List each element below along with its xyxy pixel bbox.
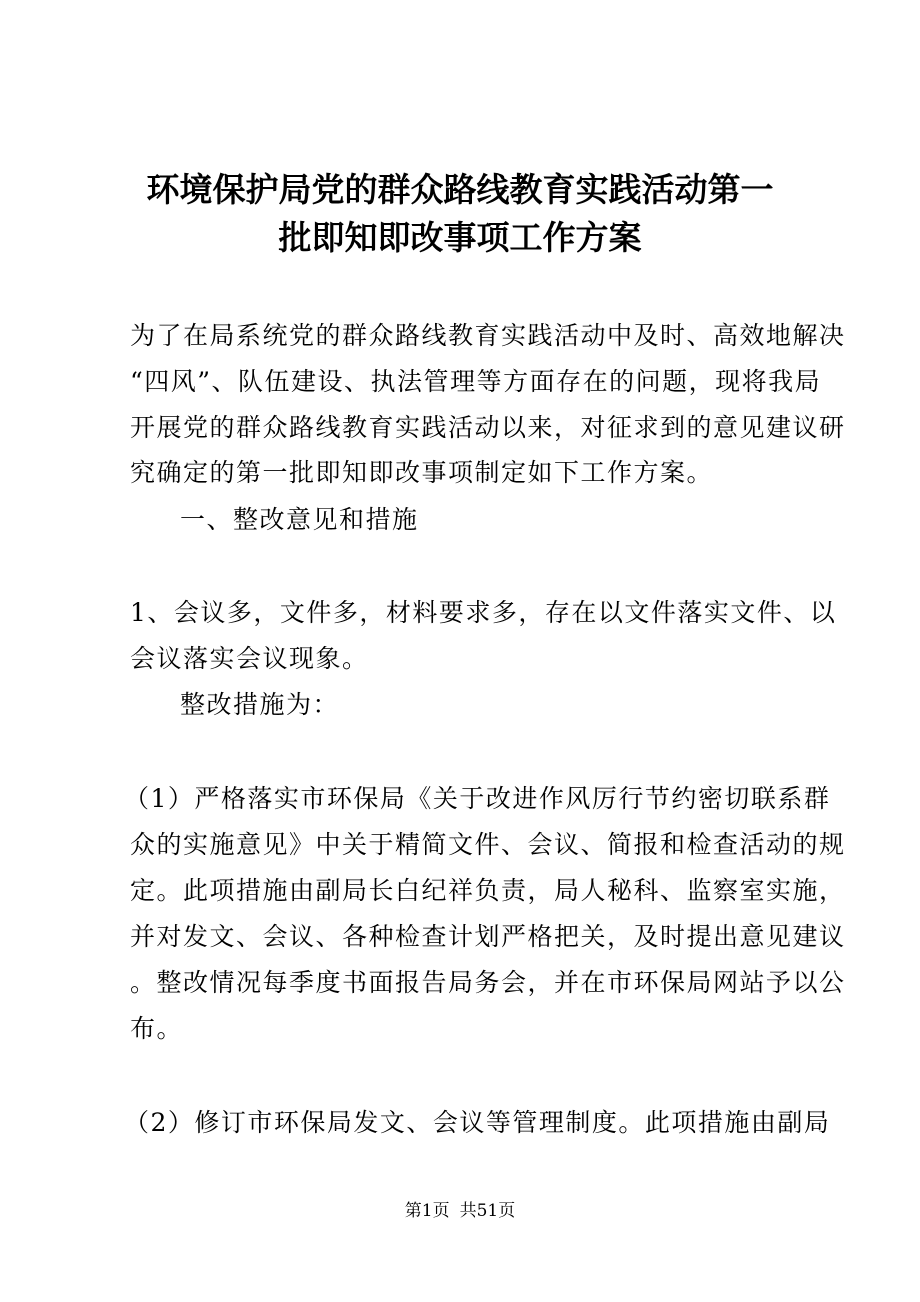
section-heading: 一、整改意见和措施 — [180, 505, 419, 534]
measure1-line-1: （1）严格落实市环保局《关于改进作风厉行节约密切联系群 — [124, 784, 831, 813]
item1-line-1: 1、会议多，文件多，材料要求多，存在以文件落实文件、以 — [130, 598, 837, 627]
intro-line-1: 为了在局系统党的群众路线教育实践活动中及时、高效地解决 — [130, 321, 846, 350]
measures-label: 整改措施为： — [180, 690, 340, 719]
measure1-line-5: 。整改情况每季度书面报告局务会，并在市环保局网站予以公 — [130, 968, 846, 997]
document-title-line-2: 批即知即改事项工作方案 — [278, 218, 642, 257]
item1-line-2: 会议落实会议现象。 — [130, 644, 369, 673]
intro-line-3: 开展党的群众路线教育实践活动以来，对征求到的意见建议研 — [130, 413, 846, 442]
measure1-line-3: 定。此项措施由副局长白纪祥负责，局人秘科、监察室实施， — [130, 876, 846, 905]
intro-line-4: 究确定的第一批即知即改事项制定如下工作方案。 — [130, 458, 714, 487]
page-footer — [0, 1199, 920, 1223]
intro-line-2: “四风”、队伍建设、执法管理等方面存在的问题，现将我局 — [130, 367, 822, 396]
page-number: 第1页 — [404, 1201, 450, 1221]
measure1-line-2: 众的实施意见》中关于精简文件、会议、简报和检查活动的规 — [130, 830, 846, 859]
document-title-line-1: 环境保护局党的群众路线教育实践活动第一 — [146, 170, 774, 209]
measure2-line-1: （2）修订市环保局发文、会议等管理制度。此项措施由副局 — [124, 1108, 831, 1137]
measure1-line-6: 布。 — [130, 1014, 184, 1043]
page-total: 共51页 — [459, 1201, 516, 1221]
measure1-line-4: 并对发文、会议、各种检查计划严格把关，及时提出意见建议 — [130, 922, 846, 951]
